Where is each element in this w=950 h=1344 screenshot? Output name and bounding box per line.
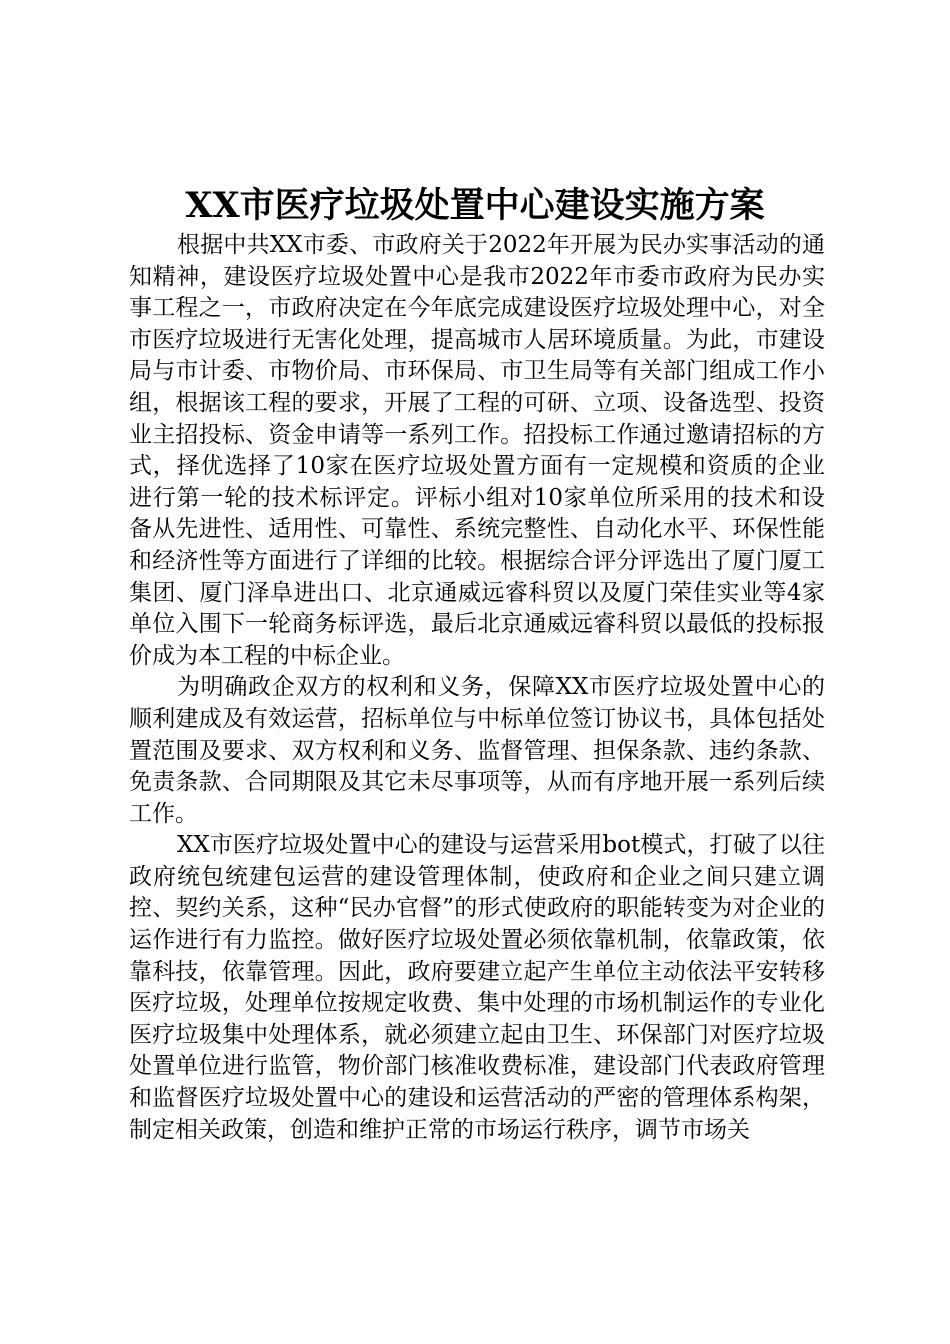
paragraph-2: 为明确政企双方的权利和义务，保障XX市医疗垃圾处置中心的顺利建成及有效运营，招标单位与中标单位签订协议书，具体包括处置范围及要求、双方权利和义务、监督管理、担保条款、违约条款、免责条款、合同期限及其它未尽事项等，从而有序地开展一系列后续工作。	[129, 674, 825, 827]
document-body	[129, 230, 825, 1146]
document-title: XX市医疗垃圾处置中心建设实施方案	[185, 185, 765, 226]
paragraph-3: XX市医疗垃圾处置中心的建设与运营采用bot模式，打破了以往政府统包统建包运营的建设管理体制，使政府和企业之间只建立调控、契约关系，这种“民办官督”的形式使政府的职能转变为对企业的运作进行有力监控。做好医疗垃圾处置必须依靠机制，依靠政策，依靠科技，依靠管理。因此，政府要建立起产生单位主动依法平安转移医疗垃圾，处理单位按规定收费、集中处理的市场机制运作的专业化医疗垃圾集中处理体系，就必须建立起由卫生、环保部门对医疗垃圾处置单位进行监管，物价部门核准收费标准，建设部门代表政府管理和监督医疗垃圾处置中心的建设和运营活动的严密的管理体系构架，制定相关政策，创造和维护正常的市场运行秩序，调节市场关	[129, 832, 825, 1143]
paragraph-1: 根据中共XX市委、市政府关于2022年开展为民办实事活动的通知精神，建设医疗垃圾处置中心是我市2022年市委市政府为民办实事工程之一，市政府决定在今年底完成建设医疗垃圾处理中心，对全市医疗垃圾进行无害化处理，提高城市人居环境质量。为此，市建设局与市计委、市物价局、市环保局、市卫生局等有关部门组成工作小组，根据该工程的要求，开展了工程的可研、立项、设备选型、投资业主招投标、资金申请等一系列工作。招投标工作通过邀请招标的方式，择优选择了10家在医疗垃圾处置方面有一定规模和资质的企业进行第一轮的技术标评定。评标小组对10家单位所采用的技术和设备从先进性、适用性、可靠性、系统完整性、自动化水平、环保性能和经济性等方面进行了详细的比较。根据综合评分评选出了厦门厦工集团、厦门泽阜进出口、北京通威远睿科贸以及厦门荣佳实业等4家单位入围下一轮商务标评选，最后北京通威远睿科贸以最低的投标报价成为本工程的中标企业。	[129, 232, 825, 669]
